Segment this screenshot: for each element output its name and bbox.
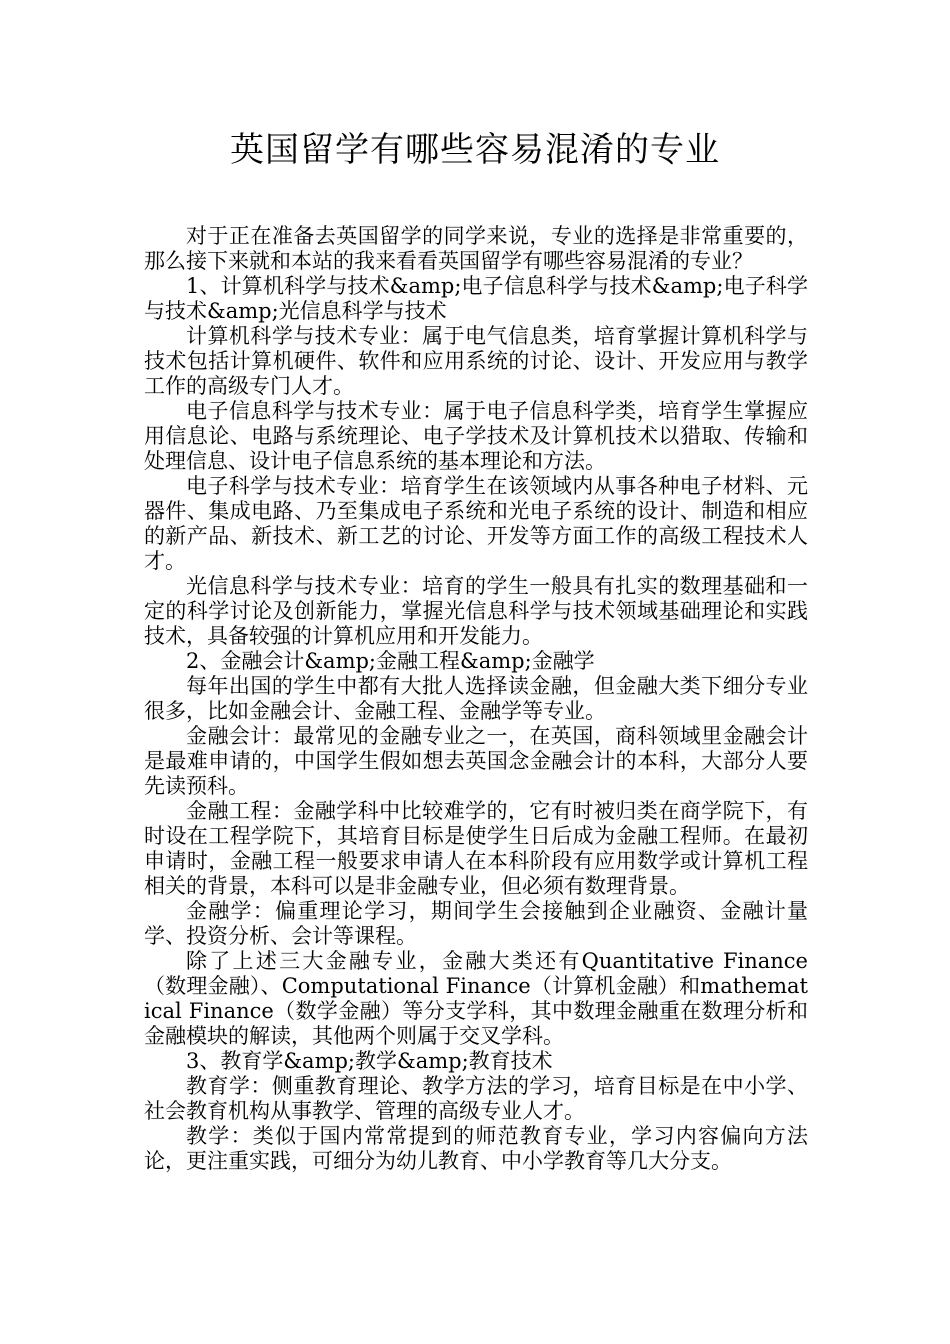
section-heading-2: 2、金融会计&amp;金融工程&amp;金融学 [186, 649, 595, 673]
document-title: 英国留学有哪些容易混淆的专业 [230, 130, 720, 170]
paragraph-finance: 金融学：偏重理论学习，期间学生会接触到企业融资、金融计量学、投资分析、会计等课程。 [144, 899, 808, 948]
paragraph-cs: 计算机科学与技术专业：属于电气信息类，培育掌握计算机科学与技术包括计算机硬件、软件和应用系统的讨论、设计、开发应用与教学工作的高级专门人才。 [144, 324, 808, 398]
paragraph-financial-engineering: 金融工程：金融学科中比较难学的，它有时被归类在商学院下，有时设在工程学院下，其培育目标是使学生日后成为金融工程师。在最初申请时，金融工程一般要求申请人在本科阶段有应用数学或计算机工程相关的背景，本科可以是非金融专业，但必须有数理背景。 [144, 799, 808, 898]
paragraph-education: 教育学：侧重教育理论、教学方法的学习，培育目标是在中小学、社会教育机构从事教学、管理的高级专业人才。 [144, 1074, 808, 1123]
document-body [144, 224, 808, 1174]
paragraph-teaching: 教学：类似于国内常常提到的师范教育专业，学习内容偏向方法论，更注重实践，可细分为幼儿教育、中小学教育等几大分支。 [144, 1124, 808, 1173]
paragraph-finance-accounting: 金融会计：最常见的金融专业之一，在英国，商科领域里金融会计是最难申请的，中国学生假如想去英国念金融会计的本科，大部分人要先读预科。 [144, 724, 808, 798]
paragraph-finance-other: 除了上述三大金融专业，金融大类还有Quantitative Finance（数理金融）、Computational Finance（计算机金融）和mathematical Finance（数学金融）等分支学科，其中数理金融重在数理分析和金融模块的解读，其他两个则属于交叉学科。 [144, 949, 808, 1048]
paragraph-ei: 电子信息科学与技术专业：属于电子信息科学类，培育学生掌握应用信息论、电路与系统理论、电子学技术及计算机技术以猎取、传输和处理信息、设计电子信息系统的基本理论和方法。 [144, 399, 808, 473]
paragraph-es: 电子科学与技术专业：培育学生在该领域内从事各种电子材料、元器件、集成电路、乃至集成电子系统和光电子系统的设计、制造和相应的新产品、新技术、新工艺的讨论、开发等方面工作的高级工程技术人才。 [144, 474, 808, 573]
section-heading-3: 3、教育学&amp;教学&amp;教育技术 [186, 1049, 553, 1073]
paragraph-intro: 对于正在准备去英国留学的同学来说，专业的选择是非常重要的，那么接下来就和本站的我来看看英国留学有哪些容易混淆的专业？ [144, 224, 808, 273]
paragraph-finance-intro: 每年出国的学生中都有大批人选择读金融，但金融大类下细分专业很多，比如金融会计、金融工程、金融学等专业。 [144, 674, 808, 723]
paragraph-optical: 光信息科学与技术专业：培育的学生一般具有扎实的数理基础和一定的科学讨论及创新能力，掌握光信息科学与技术领域基础理论和实践技术，具备较强的计算机应用和开发能力。 [144, 574, 808, 648]
section-heading-1: 1、计算机科学与技术&amp;电子信息科学与技术&amp;电子科学与技术&amp;光信息科学与技术 [144, 274, 808, 323]
